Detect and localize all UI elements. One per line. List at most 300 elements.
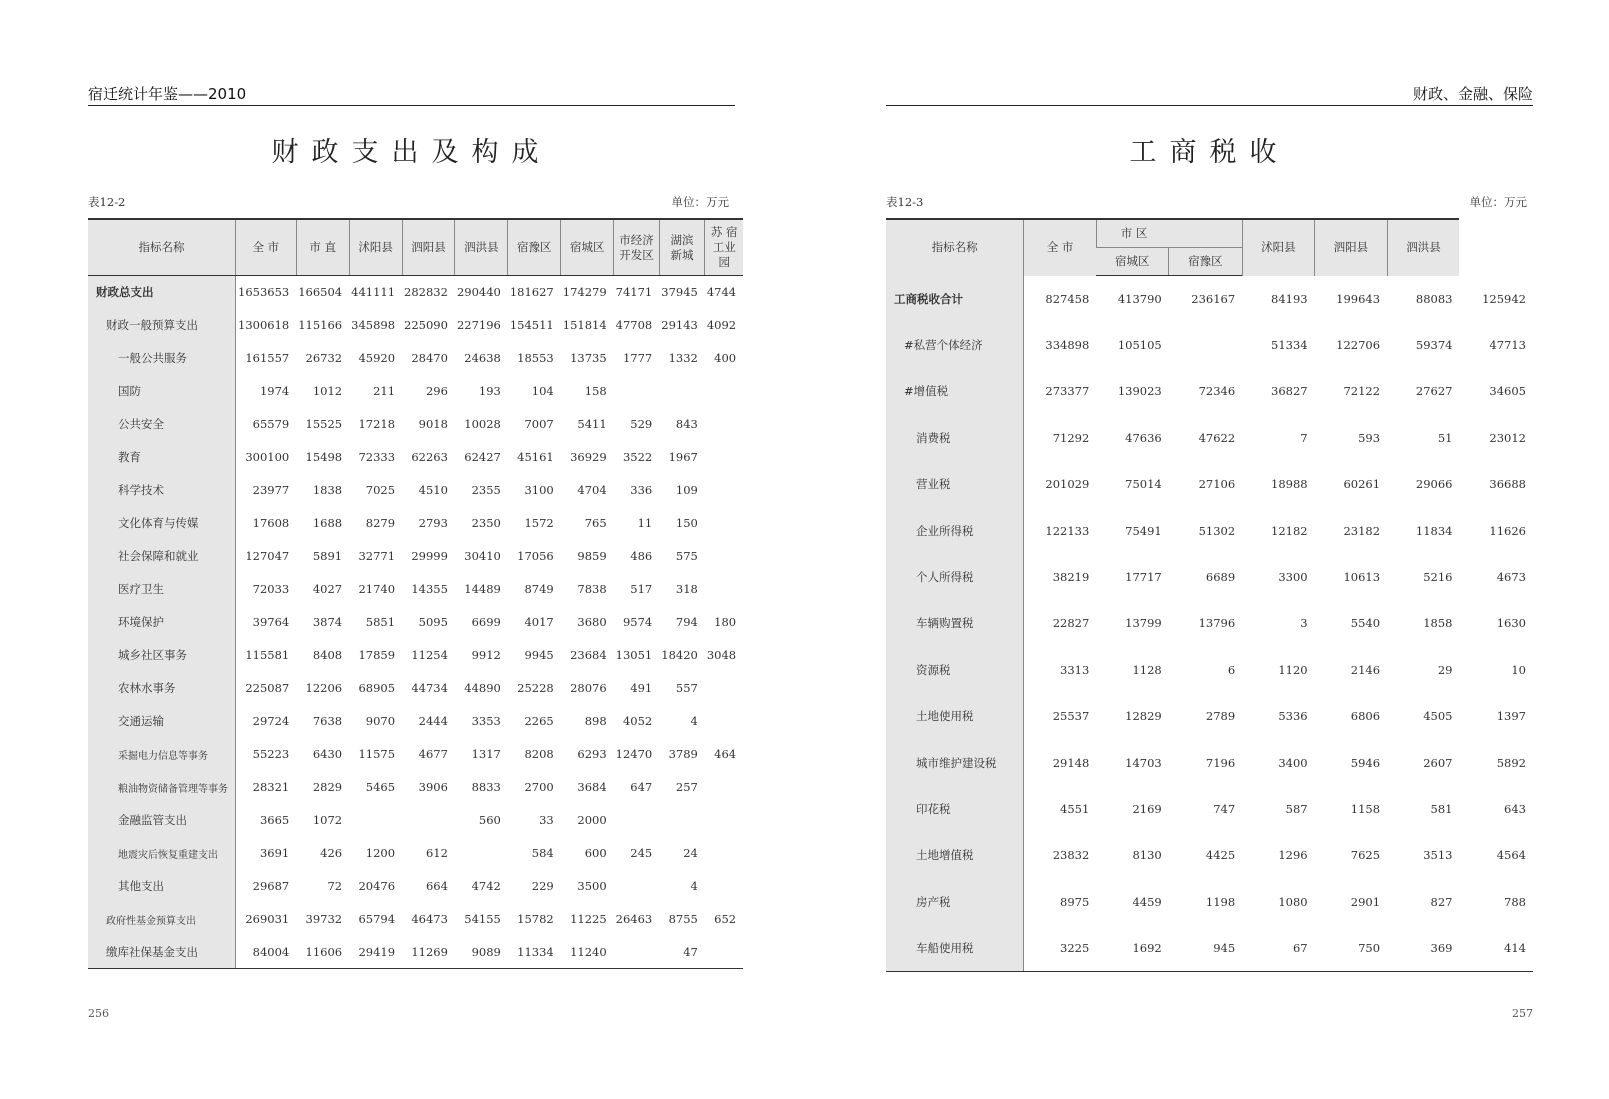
cell-value: 10028 — [464, 417, 501, 431]
cell-value: 4027 — [312, 582, 343, 596]
table-row — [88, 276, 743, 309]
cell-value: 236167 — [1191, 291, 1236, 306]
row-label: 印花税 — [886, 786, 1024, 832]
cell-value: 72333 — [358, 450, 396, 464]
cell-value: 4742 — [471, 879, 501, 893]
cell-value: 794 — [675, 615, 698, 629]
row-label: 其他支出 — [88, 870, 236, 903]
cell-value: 211 — [373, 384, 396, 398]
cell-value: 1317 — [471, 747, 501, 761]
cell-value: 3513 — [1423, 848, 1453, 863]
row-label: 金融监管支出 — [88, 804, 236, 837]
cell-value: 28470 — [411, 351, 448, 365]
cell-value: 65579 — [252, 417, 290, 431]
cell-value: 72346 — [1198, 384, 1236, 399]
cell-value: 139023 — [1117, 384, 1162, 399]
cell-value: 115166 — [298, 318, 343, 332]
cell-value: 65794 — [358, 912, 396, 926]
page-number: 257 — [1512, 1007, 1533, 1020]
cell-value: 180 — [714, 615, 737, 629]
cell-value: 23832 — [1052, 848, 1090, 863]
cell-value: 125942 — [1482, 291, 1526, 306]
cell-value: 6293 — [577, 747, 607, 761]
cell-value: 62263 — [411, 450, 448, 464]
cell-value: 2789 — [1205, 709, 1236, 724]
table-row — [886, 322, 1533, 368]
cell-value — [705, 804, 743, 837]
cell-value: 3225 — [1024, 925, 1096, 971]
cell-value: 37945 — [661, 285, 698, 300]
cell-value: 587 — [1285, 801, 1308, 816]
cell-value: 334898 — [1045, 338, 1090, 353]
row-label: 医疗卫生 — [88, 573, 236, 606]
cell-value: 593 — [1358, 430, 1381, 445]
table-row — [886, 461, 1533, 507]
cell-value: 13796 — [1198, 616, 1236, 631]
cell-value: 647 — [630, 780, 653, 794]
cell-value: 13735 — [570, 351, 607, 365]
cell-value: 3684 — [577, 780, 607, 794]
cell-value: 3906 — [418, 780, 448, 794]
cell-value: 13799 — [1125, 616, 1162, 631]
column-header: 泗阳县 — [1315, 219, 1387, 276]
cell-value: 3048 — [706, 648, 737, 662]
cell-value: 2265 — [524, 714, 554, 728]
table-row — [88, 639, 743, 672]
cell-value: 1332 — [668, 351, 698, 365]
cell-value: 193 — [478, 384, 501, 398]
cell-value: 413790 — [1117, 291, 1162, 306]
cell-value: 7625 — [1350, 848, 1381, 863]
cell-value: 105105 — [1117, 338, 1162, 353]
cell-value: 28321 — [252, 780, 290, 794]
left-page — [88, 0, 738, 1099]
cell-value: 2444 — [418, 714, 448, 728]
table-row — [88, 441, 743, 474]
cell-value: 4 — [690, 879, 698, 893]
cell-value: 25228 — [517, 681, 554, 695]
cell-value: 3789 — [668, 747, 698, 761]
table-title: 工商税收 — [1129, 137, 1290, 168]
subcolumn-header: 宿豫区 — [1169, 248, 1242, 276]
cell-value: 14703 — [1125, 755, 1162, 770]
cell-value: 4677 — [418, 747, 448, 761]
table-row — [886, 415, 1533, 461]
cell-value: 23977 — [252, 483, 290, 497]
cell-value: 898 — [584, 714, 607, 728]
cell-value: 18420 — [661, 648, 698, 662]
row-label: 城市维护建设税 — [886, 739, 1024, 785]
column-header: 泗洪县 — [1387, 219, 1459, 276]
column-header: 市 直 — [296, 219, 349, 276]
cell-value: 9574 — [622, 615, 653, 629]
cell-value: 4459 — [1132, 894, 1162, 909]
cell-value: 7007 — [524, 417, 554, 431]
cell-value: 1128 — [1132, 662, 1162, 677]
row-label: 财政一般预算支出 — [88, 309, 236, 342]
row-label: 缴库社保基金支出 — [88, 936, 236, 969]
cell-value: 11225 — [570, 912, 607, 926]
cell-value: 51302 — [1198, 523, 1236, 538]
cell-value: 154511 — [509, 318, 554, 332]
header-rule — [886, 105, 1533, 106]
cell-value: 14355 — [411, 582, 448, 596]
cell-value: 11575 — [358, 747, 396, 761]
cell-value: 11240 — [561, 936, 614, 969]
cell-value: 290440 — [456, 285, 501, 300]
expenditure-table — [88, 218, 743, 969]
cell-value: 336 — [630, 483, 653, 497]
cell-value: 15782 — [517, 912, 554, 926]
tax-table — [886, 218, 1533, 972]
cell-value: 225087 — [245, 681, 290, 695]
cell-value: 9089 — [455, 936, 508, 969]
cell-value: 4017 — [524, 615, 554, 629]
cell-value: 68905 — [358, 681, 396, 695]
cell-value: 122706 — [1336, 338, 1381, 353]
row-label: 采掘电力信息等事务 — [88, 738, 236, 771]
cell-value — [705, 870, 743, 903]
cell-value: 3874 — [312, 615, 343, 629]
cell-value: 652 — [714, 912, 737, 926]
cell-value — [659, 375, 705, 408]
cell-value: 1653653 — [238, 285, 290, 300]
cell-value: 1200 — [365, 846, 396, 860]
row-label: 科学技术 — [88, 474, 236, 507]
cell-value: 643 — [1504, 801, 1526, 816]
table-row — [88, 672, 743, 705]
cell-value: 161557 — [245, 351, 290, 365]
cell-value: 5540 — [1350, 616, 1381, 631]
cell-value: 13051 — [615, 648, 653, 662]
cell-value: 257 — [675, 780, 698, 794]
row-label: 社会保障和就业 — [88, 540, 236, 573]
cell-value: 12470 — [615, 747, 653, 761]
table-row — [88, 936, 743, 969]
cell-value: 15525 — [305, 417, 343, 431]
cell-value: 54155 — [464, 912, 501, 926]
cell-value: 6 — [1227, 662, 1236, 677]
table-row — [88, 573, 743, 606]
cell-value: 12206 — [305, 681, 343, 695]
cell-value: 9945 — [524, 648, 554, 662]
cell-value: 84193 — [1271, 291, 1308, 306]
cell-value: 8975 — [1060, 894, 1090, 909]
column-header: 沭阳县 — [1242, 219, 1314, 276]
cell-value: 3300 — [1278, 570, 1308, 585]
cell-value: 51 — [1437, 430, 1453, 445]
header-rule — [88, 105, 735, 106]
cell-value: 2793 — [418, 516, 448, 530]
row-label: 资源税 — [886, 647, 1024, 693]
cell-value — [1169, 322, 1242, 368]
cell-value: 282832 — [404, 285, 448, 300]
cell-value: 84004 — [236, 936, 297, 969]
cell-value: 318 — [675, 582, 698, 596]
cell-value: 227196 — [456, 318, 501, 332]
cell-value: 8755 — [668, 912, 698, 926]
running-header — [88, 84, 735, 106]
table-row — [88, 408, 743, 441]
cell-value: 25537 — [1052, 709, 1090, 724]
row-label: 工商税收合计 — [886, 276, 1024, 322]
cell-value: 1967 — [668, 450, 698, 464]
cell-value: 201029 — [1045, 477, 1090, 492]
table-row — [886, 832, 1533, 878]
cell-value: 664 — [425, 879, 448, 893]
cell-value: 10 — [1511, 662, 1526, 677]
cell-value: 72 — [327, 879, 343, 893]
row-label: 城乡社区事务 — [88, 639, 236, 672]
cell-value: 4673 — [1496, 570, 1526, 585]
cell-value: 14489 — [464, 582, 501, 596]
cell-value: 17717 — [1125, 570, 1162, 585]
cell-value: 464 — [714, 747, 737, 761]
cell-value: 8130 — [1132, 848, 1162, 863]
cell-value: 32771 — [358, 549, 396, 563]
row-label: 交通运输 — [88, 705, 236, 738]
column-header: 市经济 开发区 — [614, 219, 660, 276]
cell-value: 29143 — [661, 318, 698, 332]
cell-value: 1158 — [1350, 801, 1381, 816]
cell-value: 74171 — [615, 285, 653, 300]
cell-value: 127047 — [245, 549, 290, 563]
cell-value: 8833 — [471, 780, 501, 794]
table-row — [886, 368, 1533, 414]
cell-value: 1838 — [312, 483, 343, 497]
row-label: #增值税 — [886, 368, 1024, 414]
cell-value: 843 — [675, 417, 698, 431]
cell-value: 5946 — [1350, 755, 1381, 770]
cell-value: 51334 — [1271, 338, 1308, 353]
cell-value: 36827 — [1271, 384, 1308, 399]
cell-value: 109 — [675, 483, 698, 497]
running-title: 宿迁统计年鉴——2010 — [88, 85, 247, 103]
cell-value: 4425 — [1205, 848, 1236, 863]
page-number: 256 — [88, 1007, 109, 1020]
cell-value — [705, 441, 743, 474]
cell-value: 151814 — [562, 318, 607, 332]
cell-value: 199643 — [1336, 291, 1381, 306]
column-header: 泗洪县 — [455, 219, 508, 276]
cell-value: 72122 — [1343, 384, 1381, 399]
cell-value: 2350 — [471, 516, 501, 530]
column-header: 宿豫区 — [508, 219, 561, 276]
cell-value: 765 — [584, 516, 607, 530]
column-header: 苏 宿 工业园 — [705, 219, 743, 276]
cell-value: 269031 — [245, 912, 290, 926]
cell-value: 5465 — [365, 780, 396, 794]
cell-value: 4052 — [622, 714, 653, 728]
cell-value: 26463 — [615, 912, 653, 926]
cell-value: 3522 — [622, 450, 653, 464]
table-row — [88, 375, 743, 408]
row-label: 粮油物资储备管理等事务 — [88, 771, 236, 804]
cell-value: 29687 — [252, 879, 290, 893]
row-label: 车辆购置税 — [886, 600, 1024, 646]
column-header: 全 市 — [1024, 219, 1096, 276]
cell-value: 1080 — [1278, 894, 1308, 909]
cell-value: 11626 — [1489, 523, 1526, 538]
cell-value: 2169 — [1132, 801, 1162, 816]
cell-value: 26732 — [305, 351, 343, 365]
cell-value: 1974 — [259, 384, 290, 398]
cell-value: 6699 — [471, 615, 501, 629]
cell-value: 29066 — [1415, 477, 1453, 492]
cell-value: 11254 — [411, 648, 448, 662]
cell-value: 12829 — [1125, 709, 1162, 724]
cell-value — [705, 474, 743, 507]
cell-value: 17859 — [358, 648, 396, 662]
cell-value: 30410 — [464, 549, 501, 563]
cell-value: 1572 — [524, 516, 554, 530]
cell-value: 414 — [1459, 925, 1533, 971]
cell-value: 11269 — [402, 936, 455, 969]
cell-value — [402, 804, 455, 837]
cell-value: 3400 — [1278, 755, 1308, 770]
cell-value: 584 — [531, 846, 554, 860]
cell-value: 557 — [675, 681, 698, 695]
cell-value: 11334 — [508, 936, 561, 969]
row-label: 房产税 — [886, 879, 1024, 925]
cell-value: 39764 — [252, 615, 290, 629]
cell-value: 17218 — [358, 417, 396, 431]
cell-value: 11606 — [296, 936, 349, 969]
cell-value: 8208 — [524, 747, 554, 761]
cell-value: 47 — [659, 936, 705, 969]
cell-value: 28076 — [570, 681, 607, 695]
cell-value: 23182 — [1343, 523, 1381, 538]
cell-value: 6430 — [312, 747, 343, 761]
cell-value: 23012 — [1489, 430, 1526, 445]
table-row — [88, 804, 743, 837]
cell-value: 3691 — [259, 846, 290, 860]
cell-value: 7638 — [312, 714, 343, 728]
cell-value: 75014 — [1125, 477, 1162, 492]
cell-value: 1858 — [1423, 616, 1453, 631]
column-header: 指标名称 — [886, 219, 1024, 276]
row-label: 企业所得税 — [886, 507, 1024, 553]
cell-value: 7838 — [577, 582, 607, 596]
cell-value: 55223 — [252, 747, 290, 761]
cell-value: 44734 — [411, 681, 448, 695]
cell-value: 3680 — [577, 615, 607, 629]
table-number: 表12-3 — [886, 195, 924, 209]
cell-value — [614, 936, 660, 969]
cell-value: 1300618 — [238, 318, 290, 332]
row-label: 车船使用税 — [886, 925, 1024, 971]
cell-value: 2829 — [312, 780, 343, 794]
row-label: 国防 — [88, 375, 236, 408]
table-number: 表12-2 — [88, 195, 126, 209]
cell-value: 486 — [630, 549, 653, 563]
cell-value: 17608 — [252, 516, 290, 530]
cell-value — [705, 771, 743, 804]
column-header: 宿城区 — [561, 219, 614, 276]
row-label: 一般公共服务 — [88, 342, 236, 375]
cell-value: 296 — [425, 384, 448, 398]
row-label: 财政总支出 — [88, 276, 236, 309]
cell-value: 29724 — [252, 714, 290, 728]
cell-value: 1012 — [312, 384, 343, 398]
cell-value: 23684 — [570, 648, 607, 662]
cell-value: 12182 — [1271, 523, 1308, 538]
cell-value: 1296 — [1278, 848, 1308, 863]
cell-value: 6689 — [1205, 570, 1236, 585]
row-label: 公共安全 — [88, 408, 236, 441]
cell-value: 1630 — [1496, 616, 1526, 631]
cell-value: 4505 — [1423, 709, 1453, 724]
cell-value: 4704 — [577, 483, 607, 497]
cell-value: 491 — [630, 681, 653, 695]
cell-value: 245 — [630, 846, 653, 860]
subcolumn-header: 宿城区 — [1096, 248, 1168, 276]
cell-value: 4564 — [1496, 848, 1526, 863]
cell-value: 575 — [675, 549, 698, 563]
cell-value — [705, 705, 743, 738]
cell-value: 59374 — [1415, 338, 1453, 353]
cell-value — [705, 837, 743, 870]
cell-value: 47708 — [615, 318, 653, 332]
cell-value: 1688 — [312, 516, 343, 530]
cell-value: 5336 — [1278, 709, 1308, 724]
cell-value: 38219 — [1052, 570, 1090, 585]
cell-value: 747 — [1213, 801, 1236, 816]
table-row — [88, 837, 743, 870]
cell-value: 369 — [1387, 925, 1459, 971]
cell-value: 612 — [425, 846, 448, 860]
cell-value: 67 — [1242, 925, 1314, 971]
cell-value: 27627 — [1415, 384, 1453, 399]
cell-value: 75491 — [1125, 523, 1162, 538]
cell-value: 88083 — [1415, 291, 1453, 306]
cell-value: 47713 — [1489, 338, 1526, 353]
column-header: 市 区 — [1096, 219, 1242, 248]
cell-value: 20476 — [358, 879, 396, 893]
cell-value: 33 — [539, 813, 554, 827]
cell-value: 1397 — [1496, 709, 1526, 724]
cell-value: 9912 — [471, 648, 501, 662]
cell-value: 8279 — [365, 516, 396, 530]
unit-label: 单位：万元 — [671, 195, 729, 209]
cell-value: 46473 — [411, 912, 448, 926]
table-row — [88, 870, 743, 903]
cell-value: 5851 — [365, 615, 396, 629]
cell-value: 3100 — [524, 483, 554, 497]
cell-value — [455, 837, 508, 870]
cell-value: 3313 — [1060, 662, 1090, 677]
cell-value — [705, 375, 743, 408]
cell-value: 150 — [675, 516, 698, 530]
row-label: 教育 — [88, 441, 236, 474]
cell-value — [614, 375, 660, 408]
row-label: 土地增值税 — [886, 832, 1024, 878]
cell-value: 71292 — [1052, 430, 1090, 445]
table-row — [88, 540, 743, 573]
cell-value: 36929 — [570, 450, 607, 464]
column-header: 湖滨 新城 — [659, 219, 705, 276]
cell-value: 21740 — [358, 582, 396, 596]
cell-value: 2000 — [577, 813, 607, 827]
cell-value: 29148 — [1052, 755, 1090, 770]
cell-value: 5891 — [312, 549, 343, 563]
row-label: 农林水事务 — [88, 672, 236, 705]
cell-value: 827458 — [1045, 291, 1090, 306]
cell-value: 29999 — [411, 549, 448, 563]
column-header: 指标名称 — [88, 219, 236, 276]
row-label: 文化体育与传媒 — [88, 507, 236, 540]
cell-value: 2700 — [524, 780, 554, 794]
